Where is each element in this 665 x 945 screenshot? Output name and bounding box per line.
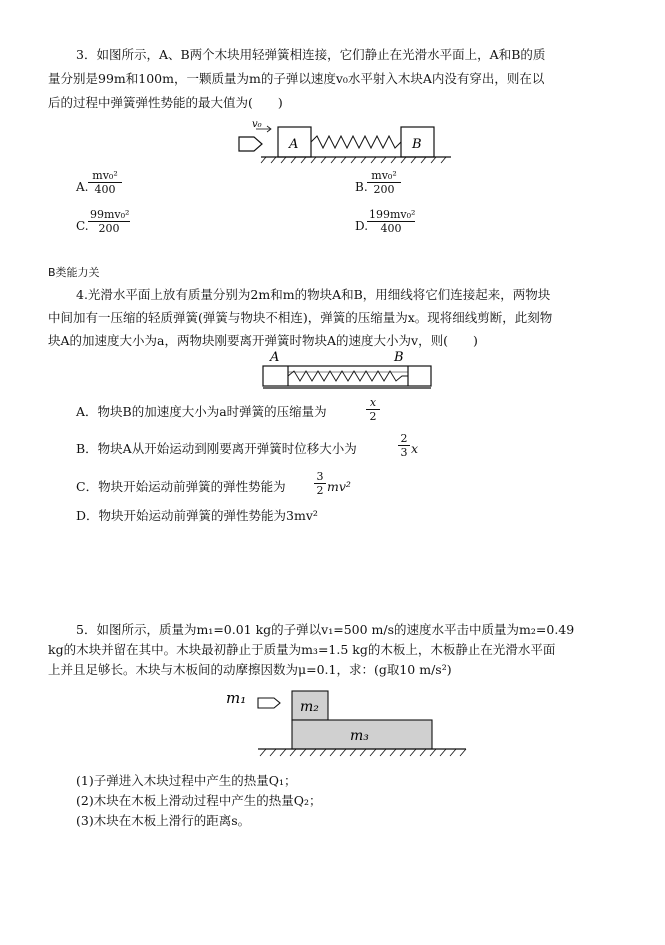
q3-option-c-label: C. (76, 219, 89, 233)
q4-option-b (76, 441, 357, 457)
q3-option-b-denominator: 200 (373, 183, 395, 196)
q4-option-d: D．物块开始运动前弹簧的弹性势能为3mv² (76, 508, 318, 523)
ground-hatching (261, 157, 446, 163)
q3-option-a-numerator: mv₀² (88, 169, 122, 183)
spring (311, 136, 401, 148)
q3-option-a-denominator: 400 (94, 183, 116, 196)
q3-option-b-numerator: mv₀² (367, 169, 401, 183)
q4-option-b-numerator: 2 (398, 432, 410, 446)
q4-option-b-fraction (398, 432, 410, 459)
q3-option-c-denominator: 200 (98, 222, 120, 235)
m2-label: m₂ (300, 699, 319, 715)
q4-option-c-tail: mv² (327, 479, 351, 494)
q3-option-d-denominator: 400 (380, 222, 402, 235)
section-heading-b: B类能力关 (48, 266, 100, 279)
q4-figure-compressed-spring (258, 348, 436, 392)
q4-option-a-numerator: x (366, 396, 380, 410)
q4-option-c-fraction (314, 470, 326, 497)
q4-option-a (76, 404, 327, 420)
q5-sub-1: (1)子弹进入木块过程中产生的热量Q₁； (76, 773, 297, 788)
v0-label: v₀ (252, 119, 262, 130)
q5-line-2: kg的木块并留在其中。木块最初静止于质量为m₃=1.5 kg的木板上，木板静止在光滑水平面 (48, 642, 556, 657)
block-b-label-top: B (394, 350, 404, 365)
block-a-label-top: A (270, 350, 280, 365)
q4-option-b-denominator: 3 (400, 446, 408, 459)
q3-option-a-label: A. (76, 180, 89, 194)
q4-option-a-denominator: 2 (369, 410, 377, 423)
ground-hatching (260, 749, 466, 756)
q5-line-3: 上并且足够长。木块与木板间的动摩擦因数为μ=0.1，求：(g取10 m/s²) (48, 662, 452, 677)
q3-option-d-fraction (367, 208, 415, 235)
bullet-shape (239, 137, 262, 151)
q3-option-b-label: B. (355, 180, 368, 194)
q5-sub-2: (2)木块在木板上滑动过程中产生的热量Q₂； (76, 793, 322, 808)
q4-line-3: 块A的加速度大小为a，两物块刚要离开弹簧时物块A的速度大小为v，则( ) (48, 333, 478, 348)
q5-line-1: 5．如图所示，质量为m₁=0.01 kg的子弹以v₁=500 m/s的速度水平击中质量为m₂=0.49 (76, 622, 575, 637)
q4-option-c (76, 479, 286, 495)
q3-option-a-fraction (88, 169, 122, 196)
m1-label: m₁ (226, 689, 247, 707)
q5-figure-bullet-block-board (222, 683, 468, 763)
q3-option-d-numerator: 199mv₀² (369, 208, 416, 221)
block-a-label: A (289, 137, 299, 152)
q3-figure-spring-blocks (236, 114, 458, 168)
q3-option-c-fraction (88, 208, 130, 235)
q4-option-b-tail: x (411, 441, 419, 456)
q3-line-1: 3．如图所示，A、B两个木块用轻弹簧相连接，它们静止在光滑水平面上，A和B的质 (76, 47, 546, 62)
q4-option-c-numerator: 3 (314, 470, 326, 484)
q3-option-d-label: D. (355, 219, 369, 233)
q4-option-b-text: B．物块A从开始运动到刚要离开弹簧时位移大小为 (76, 441, 357, 456)
q4-option-a-text: A．物块B的加速度大小为a时弹簧的压缩量为 (76, 404, 327, 419)
q4-line-1: 4.光滑水平面上放有质量分别为2m和m的物块A和B，用细线将它们连接起来，两物块 (76, 287, 551, 302)
q3-line-2: 量分别是99m和100m，一颗质量为m的子弹以速度v₀水平射入木块A内没有穿出，则在以 (48, 71, 545, 86)
q5-sub-3: (3)木块在木板上滑行的距离s。 (76, 813, 251, 828)
block-b-label: B (412, 137, 422, 152)
q4-option-c-denominator: 2 (316, 484, 324, 497)
q3-option-c-numerator: 99mv₀² (90, 208, 130, 221)
q4-line-2: 中间加有一压缩的轻质弹簧(弹簧与物块不相连)，弹簧的压缩量为x。现将细线剪断，此刻物 (48, 310, 553, 325)
q3-line-3: 后的过程中弹簧弹性势能的最大值为( ) (48, 95, 283, 110)
m3-label: m₃ (350, 728, 369, 744)
bullet-shape (258, 698, 280, 708)
q3-option-b-fraction (367, 169, 401, 196)
q4-option-c-text: C．物块开始运动前弹簧的弹性势能为 (76, 479, 286, 494)
q4-option-a-fraction (366, 396, 380, 423)
